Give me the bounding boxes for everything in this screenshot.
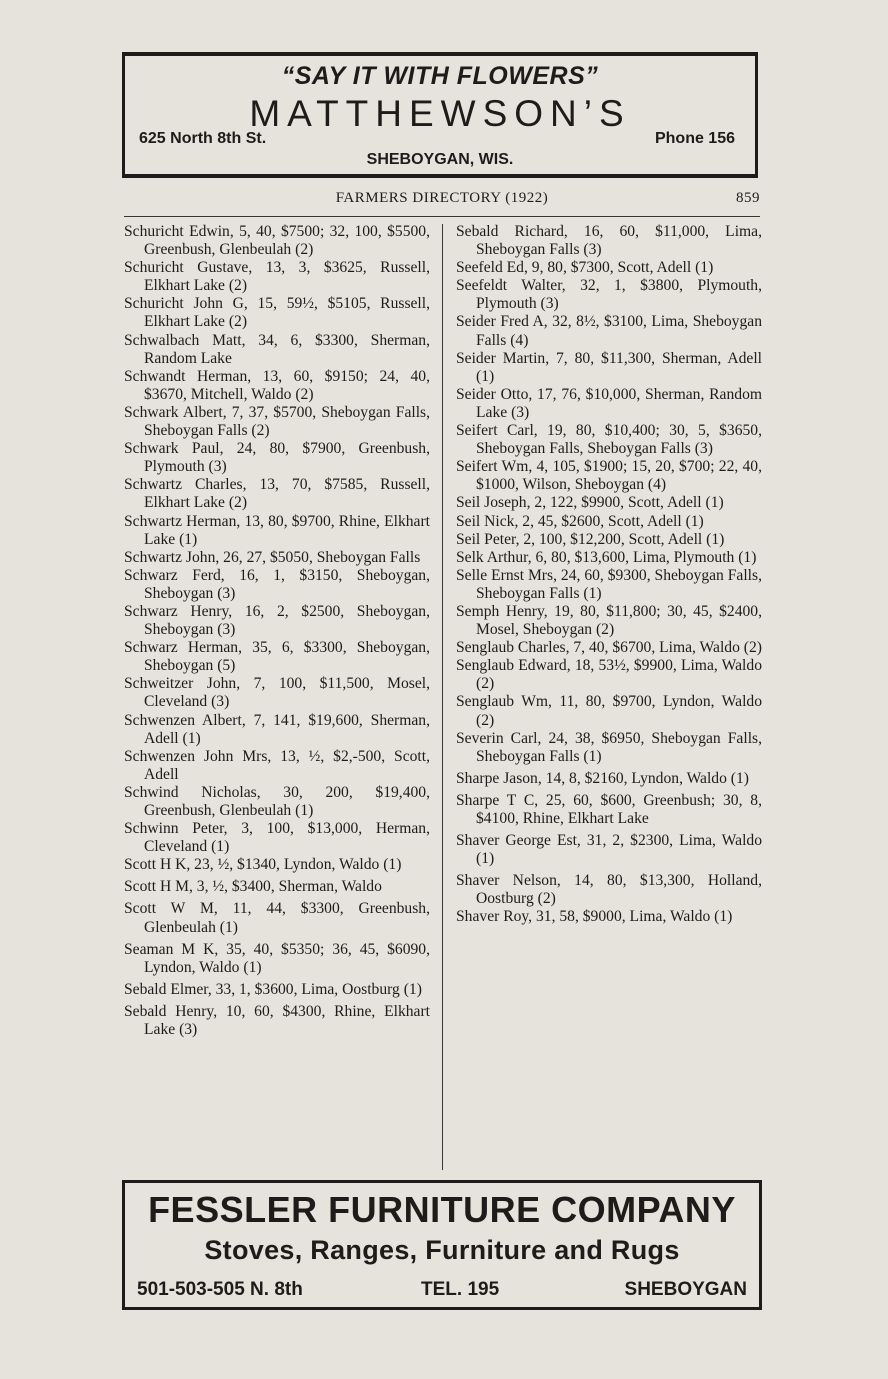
- directory-entry: Schwartz John, 26, 27, $5050, Sheboygan Falls: [124, 548, 421, 566]
- directory-entry: Seefeldt Walter, 32, 1, $3800, Plymouth, Plymouth (3): [456, 277, 762, 313]
- directory-entry: Seefeld Ed, 9, 80, $7300, Scott, Adell (1): [456, 259, 714, 277]
- directory-entry: Shaver George Est, 31, 2, $2300, Lima, Waldo (1): [456, 832, 762, 868]
- directory-entry: Semph Henry, 19, 80, $11,800; 30, 45, $2400, Mosel, Sheboygan (2): [456, 602, 762, 639]
- directory-entry: Senglaub Edward, 18, 53½, $9900, Lima, Waldo (2): [456, 657, 762, 693]
- directory-entry: Seil Nick, 2, 45, $2600, Scott, Adell (1): [456, 512, 704, 530]
- directory-entry: Selk Arthur, 6, 80, $13,600, Lima, Plymouth (1): [456, 548, 757, 566]
- directory-entry: Schwartz Herman, 13, 80, $9700, Rhine, Elkhart Lake (1): [124, 512, 430, 548]
- directory-entry: Shaver Roy, 31, 58, $9000, Lima, Waldo (1): [456, 908, 733, 926]
- ad-city: SHEBOYGAN, WIS.: [366, 151, 514, 168]
- directory-entry: Shaver Nelson, 14, 80, $13,300, Holland, Oostburg (2): [456, 872, 762, 908]
- ad-company-name: FESSLER FURNITURE COMPANY: [148, 1189, 736, 1230]
- directory-entry: Schwind Nicholas, 30, 200, $19,400, Greenbush, Glenbeulah (1): [124, 783, 430, 819]
- directory-entry: Schwandt Herman, 13, 60, $9150; 24, 40, $3670, Mitchell, Waldo (2): [124, 367, 430, 403]
- directory-entry: Severin Carl, 24, 38, $6950, Sheboygan Falls, Sheboygan Falls (1): [456, 729, 762, 765]
- ad-address: 625 North 8th St.: [139, 130, 267, 147]
- directory-column-left: [124, 223, 430, 1039]
- directory-entry: Schwark Paul, 24, 80, $7900, Greenbush, Plymouth (3): [124, 440, 430, 476]
- directory-entry: Schwarz Ferd, 16, 1, $3150, Sheboygan, Sheboygan (3): [124, 566, 430, 602]
- ad-street-address: 501-503-505 N. 8th: [137, 1279, 303, 1300]
- directory-entry: Selle Ernst Mrs, 24, 60, $9300, Sheboygan Falls, Sheboygan Falls (1): [456, 566, 762, 602]
- directory-entry: Senglaub Wm, 11, 80, $9700, Lyndon, Waldo (2): [456, 693, 762, 729]
- directory-entry: Schwenzen Albert, 7, 141, $19,600, Sherman, Adell (1): [124, 711, 430, 747]
- fessler-advertisement: [122, 1180, 762, 1310]
- directory-entry: Seil Joseph, 2, 122, $9900, Scott, Adell (1): [456, 494, 724, 512]
- directory-entry: Schwartz Charles, 13, 70, $7585, Russell, Elkhart Lake (2): [124, 476, 430, 512]
- page-number: 859: [736, 190, 760, 206]
- directory-entry: Seaman M K, 35, 40, $5350; 36, 45, $6090, Lyndon, Waldo (1): [124, 940, 430, 976]
- directory-entry: Schwalbach Matt, 34, 6, $3300, Sherman, Random Lake: [124, 331, 430, 367]
- directory-entry: Schuricht Gustave, 13, 3, $3625, Russell, Elkhart Lake (2): [124, 259, 430, 295]
- directory-entry: Seider Fred A, 32, 8½, $3100, Lima, Sheboygan Falls (4): [456, 313, 762, 349]
- directory-entry: Schwark Albert, 7, 37, $5700, Sheboygan Falls, Sheboygan Falls (2): [124, 403, 430, 440]
- directory-entry: Scott H M, 3, ½, $3400, Sherman, Waldo: [124, 878, 382, 896]
- directory-entry: Senglaub Charles, 7, 40, $6700, Lima, Waldo (2): [456, 639, 762, 657]
- directory-entry: Schwinn Peter, 3, 100, $13,000, Herman, Cleveland (1): [124, 820, 430, 856]
- directory-entry: Seifert Carl, 19, 80, $10,400; 30, 5, $3650, Sheboygan Falls, Sheboygan Falls (3): [456, 422, 762, 458]
- directory-entry: Sebald Elmer, 33, 1, $3600, Lima, Oostburg (1): [124, 980, 422, 998]
- running-header: [124, 190, 760, 214]
- directory-entry: Schuricht Edwin, 5, 40, $7500; 32, 100, $5500, Greenbush, Glenbeulah (2): [124, 223, 430, 259]
- ad-slogan: “SAY IT WITH FLOWERS”: [281, 62, 599, 90]
- directory-entry: Schuricht John G, 15, 59½, $5105, Russell, Elkhart Lake (2): [124, 295, 430, 331]
- directory-entry: Scott H K, 23, ½, $1340, Lyndon, Waldo (1): [124, 856, 402, 874]
- directory-entry: Scott W M, 11, 44, $3300, Greenbush, Glenbeulah (1): [124, 900, 430, 936]
- directory-entry: Schwarz Herman, 35, 6, $3300, Sheboygan, Sheboygan (5): [124, 639, 430, 675]
- ad-brand-name: MATTHEWSON’S: [249, 93, 631, 134]
- header-rule: [124, 216, 760, 217]
- directory-entry: Schwenzen John Mrs, 13, ½, $2,-500, Scott, Adell: [124, 747, 430, 783]
- ad-town: SHEBOYGAN: [624, 1279, 747, 1300]
- ad-telephone: TEL. 195: [421, 1279, 500, 1300]
- ad-products: Stoves, Ranges, Furniture and Rugs: [204, 1235, 680, 1265]
- matthewsons-advertisement: [122, 52, 758, 178]
- directory-column-right: [456, 223, 762, 927]
- directory-entry: Seider Martin, 7, 80, $11,300, Sherman, Adell (1): [456, 349, 762, 385]
- column-divider: [442, 224, 443, 1170]
- directory-entry: Sebald Richard, 16, 60, $11,000, Lima, Sheboygan Falls (3): [456, 223, 762, 259]
- directory-entry: Sharpe Jason, 14, 8, $2160, Lyndon, Waldo (1): [456, 769, 749, 787]
- ad-phone: Phone 156: [654, 130, 735, 147]
- page-title: FARMERS DIRECTORY (1922): [335, 190, 549, 206]
- directory-entry: Sharpe T C, 25, 60, $600, Greenbush; 30, 8, $4100, Rhine, Elkhart Lake: [456, 791, 762, 827]
- directory-entry: Schweitzer John, 7, 100, $11,500, Mosel, Cleveland (3): [124, 675, 430, 711]
- directory-entry: Seifert Wm, 4, 105, $1900; 15, 20, $700; 22, 40, $1000, Wilson, Sheboygan (4): [456, 458, 762, 494]
- directory-entry: Sebald Henry, 10, 60, $4300, Rhine, Elkhart Lake (3): [124, 1002, 430, 1039]
- directory-entry: Seil Peter, 2, 100, $12,200, Scott, Adell (1): [456, 530, 725, 548]
- directory-entry: Schwarz Henry, 16, 2, $2500, Sheboygan, Sheboygan (3): [124, 602, 430, 639]
- directory-entry: Seider Otto, 17, 76, $10,000, Sherman, Random Lake (3): [456, 385, 762, 421]
